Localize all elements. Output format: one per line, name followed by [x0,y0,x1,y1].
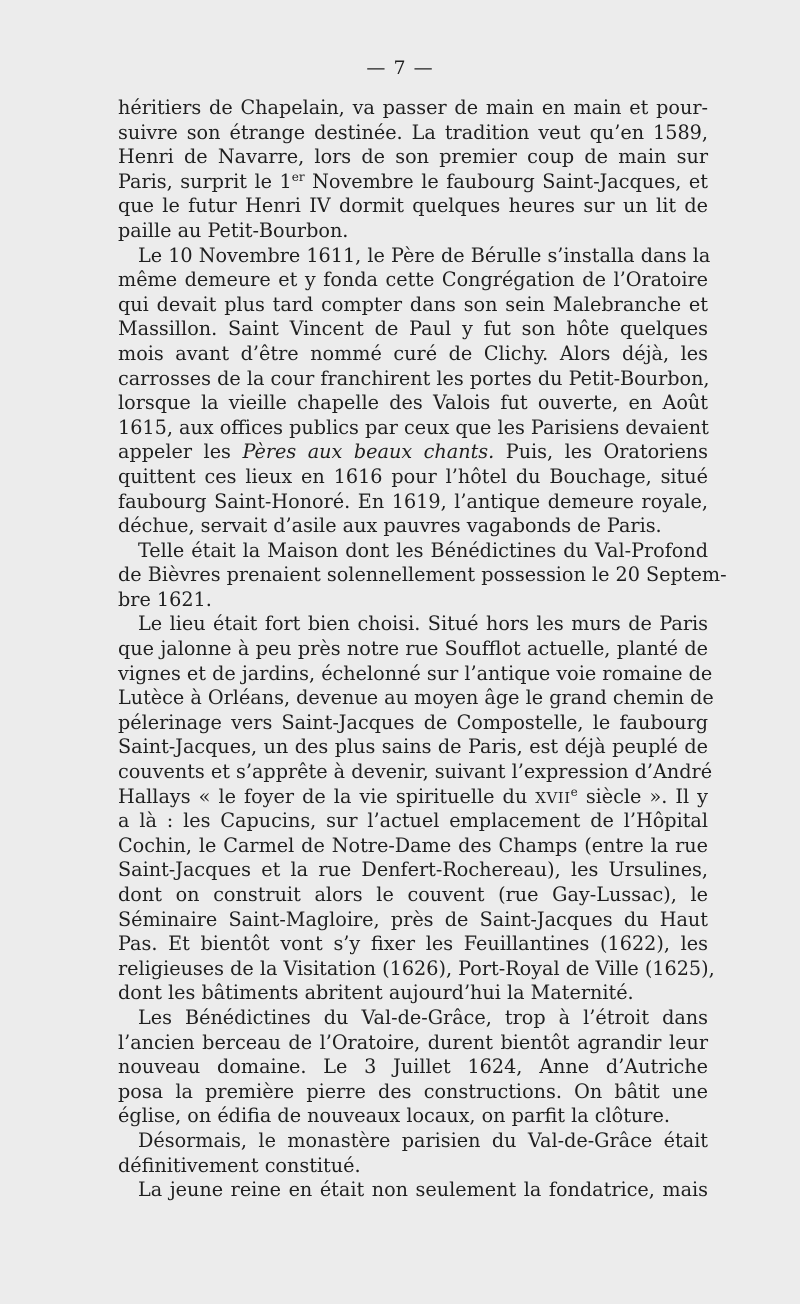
line-text: vignes et de jardins, échelonné sur l’antique voie romaine de [118,661,713,685]
text-line [118,121,708,146]
line-text: Puis, les Oratoriens [494,440,709,464]
text-line [118,809,708,834]
text-line [118,908,708,933]
superscript: e [570,784,578,799]
text-line [118,170,708,195]
page-number: — 7 — [366,57,434,79]
text-line [118,785,708,810]
line-text: a là : les Capucins, sur l’actuel emplacement de l’Hôpital [118,809,708,833]
line-text: église, on édifia de nouveaux locaux, on parfit la clôture. [118,1104,670,1128]
body-text [118,96,727,1203]
text-line [118,637,708,662]
line-text: l’ancien berceau de l’Oratoire, durent bientôt agrandir leur [118,1030,708,1054]
line-text: Désormais, le monastère parisien du Val-de-Grâce était [138,1128,708,1152]
line-text: mois avant d’être nommé curé de Clichy. Alors déjà, les [118,341,708,365]
text-line [118,883,708,908]
text-line [118,932,708,957]
text-line [118,686,714,711]
text-line [118,1055,708,1080]
line-text: Novembre le faubourg Saint-Jacques, et [304,169,708,193]
line-text: Massillon. Saint Vincent de Paul y fut son hôte quelques [118,317,708,341]
line-text: héritiers de Chapelain, va passer de main en main et pour- [118,96,708,119]
line-text: de Bièvres prenaient solennellement possession le 20 Septem- [118,563,727,587]
text-line [118,1178,708,1203]
text-line [118,1031,708,1056]
text-line [118,367,708,392]
text-line [118,711,708,736]
text-line [118,243,711,269]
text-line [118,661,713,687]
text-line [118,981,708,1006]
line-text: appeler les [118,440,243,464]
text-line [118,539,708,564]
line-text: dont on construit alors le couvent (rue Gay-Lussac), le [118,883,708,906]
text-line [118,391,708,416]
line-text: carrosses de la cour franchirent les portes du Petit-Bourbon, [118,366,710,390]
text-line [118,219,708,244]
text-line [118,612,708,637]
text-line [118,317,708,342]
line-text: La jeune reine en était non seulement la fondatrice, mais [138,1178,708,1202]
text-line [118,1154,708,1179]
line-text: religieuses de la Visitation (1626), Port-Royal de Ville (1625), [118,956,715,980]
line-text: que le futur Henri IV dormit quelques heures sur un lit de [118,194,708,218]
line-text: Lutèce à Orléans, devenue au moyen âge le grand chemin de [118,686,714,710]
line-text: Telle était la Maison dont les Bénédictines du Val-Profond [138,538,708,562]
line-text: déchue, servait d’asile aux pauvres vagabonds de Paris. [118,514,662,538]
text-line [118,342,708,367]
line-text: que jalonne à peu près notre rue Soufflot actuelle, planté de [118,637,708,661]
line-text: faubourg Saint-Honoré. En 1619, l’antique demeure royale, [118,489,708,513]
text-line [118,440,708,465]
line-text: Le lieu était fort bien choisi. Situé hors les murs de Paris [138,612,708,636]
text-line [118,514,708,539]
line-text: quittent ces lieux en 1616 pour l’hôtel du Bouchage, situé [118,464,708,488]
text-line [118,563,727,588]
text-line [118,490,708,515]
text-line [118,956,715,982]
line-text: siècle ». Il y [577,784,708,808]
text-line [118,1104,708,1129]
text-line [118,760,713,785]
italic-text: Pères aux beaux chants. [242,440,495,464]
small-caps-text: XVII [535,788,571,807]
line-text: Saint-Jacques, un des plus sains de Paris, est déjà peuplé de [118,735,708,759]
line-text: Paris, surprit le 1 [118,169,292,193]
line-text: lorsque la vieille chapelle des Valois fut ouverte, en Août [118,391,708,415]
text-line [118,588,708,613]
line-text: définitivement constitué. [118,1153,361,1177]
text-line [118,1129,708,1154]
line-text: couvents et s’apprête à devenir, suivant l’expression d’André [118,760,713,784]
line-text: nouveau domaine. Le 3 Juillet 1624, Anne d’Autriche [118,1055,708,1079]
text-line [118,1080,708,1105]
superscript: er [291,169,305,184]
line-text: même demeure et y fonda cette Congrégation de l’Oratoire [118,268,708,292]
text-line [118,735,708,760]
line-text: suivre son étrange destinée. La tradition veut qu’en 1589, [118,120,708,144]
text-line [118,194,708,219]
line-text: Le 10 Novembre 1611, le Père de Bérulle s’installa dans la [138,243,711,267]
line-text: Séminaire Saint-Magloire, près de Saint-Jacques du Haut [118,907,708,931]
line-text: qui devait plus tard compter dans son sein Malebranche et [118,292,708,316]
line-text: Henri de Navarre, lors de son premier coup de main sur [118,145,708,169]
line-text: Pas. Et bientôt vont s’y fixer les Feuillantines (1622), les [118,932,708,956]
text-line [118,145,708,170]
line-text: bre 1621. [118,587,212,611]
line-text: dont les bâtiments abritent aujourd’hui la Maternité. [118,981,634,1005]
line-text: Cochin, le Carmel de Notre-Dame des Champs (entre la rue [118,833,708,857]
text-line [118,268,708,293]
text-line [118,465,708,490]
line-text: Les Bénédictines du Val-de-Grâce, trop à l’étroit dans [138,1005,708,1029]
text-line [118,416,708,441]
line-text: pélerinage vers Saint-Jacques de Compostelle, le faubourg [118,710,708,734]
text-line [118,858,708,883]
line-text: Saint-Jacques et la rue Denfert-Rochereau), les Ursulines, [118,858,708,882]
line-text: paille au Petit-Bourbon. [118,218,349,242]
line-text: Hallays « le foyer de la vie spirituelle du [118,784,536,808]
text-line [118,1006,708,1031]
text-line [118,293,708,318]
line-text: 1615, aux offices publics par ceux que les Parisiens devaient [118,415,709,439]
text-line [118,834,708,859]
line-text: posa la première pierre des constructions. On bâtit une [118,1079,708,1103]
text-line [118,96,708,121]
